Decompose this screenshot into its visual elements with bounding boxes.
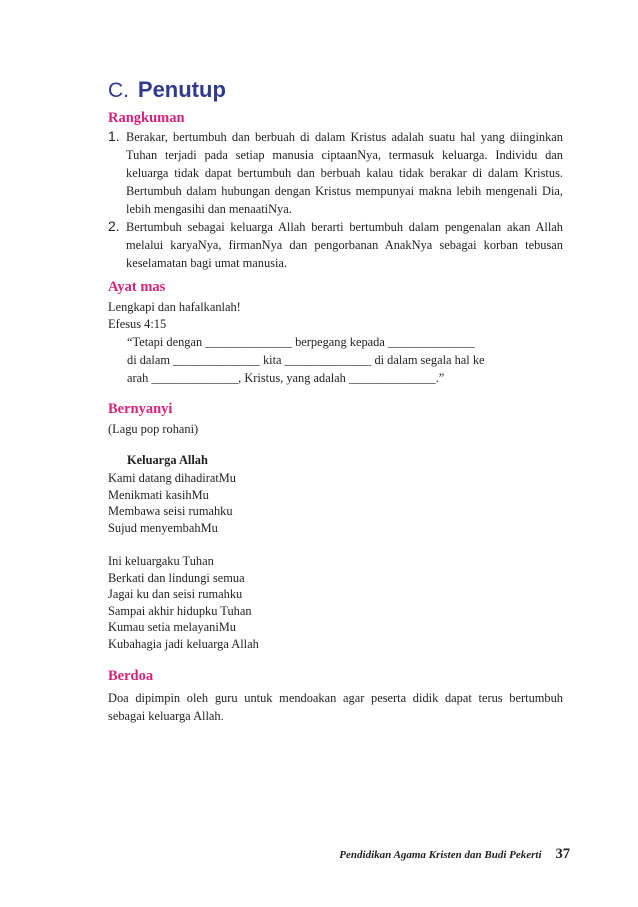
list-item xyxy=(108,218,563,272)
prayer-text: Doa dipimpin oleh guru untuk mendoakan agar peserta didik dapat terus bertumbuh sebagai keluarga Allah. xyxy=(108,691,563,723)
song-note: (Lagu pop rohani) xyxy=(108,422,199,436)
verse-line: di dalam ______________ kita ______________ di dalam segala hal ke xyxy=(127,353,485,367)
lyric-line: Ini keluargaku Tuhan xyxy=(108,554,214,568)
song-title: Keluarga Allah xyxy=(127,453,208,467)
list-text: Bertumbuh sebagai keluarga Allah berarti bertumbuh dalam pengenalan akan Allah melalui karyaNya, firmanNya dan pengorbanan AnakNya sebagai korban tebusan keselamatan bagi umat manusia. xyxy=(126,220,563,270)
lyric-line: Berkati dan lindungi semua xyxy=(108,570,245,585)
heading-ayat-mas: Ayat mas xyxy=(108,279,166,295)
instruction-text: Lengkapi dan hafalkanlah! xyxy=(108,300,241,314)
verse-reference: Efesus 4:15 xyxy=(108,317,167,331)
lyric-line: Kami datang dihadiratMu xyxy=(108,471,237,485)
lyric-line: Menikmati kasihMu xyxy=(108,487,209,502)
lyric-line: Kubahagia jadi keluarga Allah xyxy=(108,636,259,651)
list-number: 2. xyxy=(108,218,120,234)
heading-berdoa: Berdoa xyxy=(108,668,154,684)
song-stanza-2 xyxy=(108,553,259,652)
section-title-text: Penutup xyxy=(137,77,226,102)
list-text: Berakar, bertumbuh dan berbuah di dalam Kristus adalah suatu hal yang diinginkan Tuhan terjadi pada setiap manusia ciptaanNya, termasuk keluarga. Individu dan keluarga tidak dapat bertumbuh dan berbuah kalau tidak berakar di dalam Kristus. Bertumbuh dalam hubungan dengan Kristus mempunyai makna lebih mengenali Dia, lebih mengasihi dan menaatiNya. xyxy=(126,130,563,216)
summary-list xyxy=(108,128,563,272)
book-title: Pendidikan Agama Kristen dan Budi Pekerti xyxy=(339,849,542,861)
lyric-line: Sampai akhir hidupku Tuhan xyxy=(108,603,252,618)
verse-line: arah ______________, Kristus, yang adalah ______________.” xyxy=(127,371,445,385)
lyric-line: Membawa seisi rumahku xyxy=(108,504,233,518)
heading-bernyanyi: Bernyanyi xyxy=(108,401,173,417)
page-footer xyxy=(339,846,570,863)
lyric-line: Jagai ku dan seisi rumahku xyxy=(108,587,243,601)
lyric-line: Sujud menyembahMu xyxy=(108,520,218,535)
verse-block xyxy=(127,333,557,387)
lyric-line: Kumau setia melayaniMu xyxy=(108,620,237,634)
page-number: 37 xyxy=(555,846,570,862)
song-stanza-1 xyxy=(108,470,236,536)
heading-rangkuman: Rangkuman xyxy=(108,110,185,126)
verse-line: “Tetapi dengan ______________ berpegang kepada ______________ xyxy=(127,335,475,349)
section-title xyxy=(108,68,226,105)
list-item xyxy=(108,128,563,218)
section-letter: C. xyxy=(108,79,129,102)
list-number: 1. xyxy=(108,128,120,144)
